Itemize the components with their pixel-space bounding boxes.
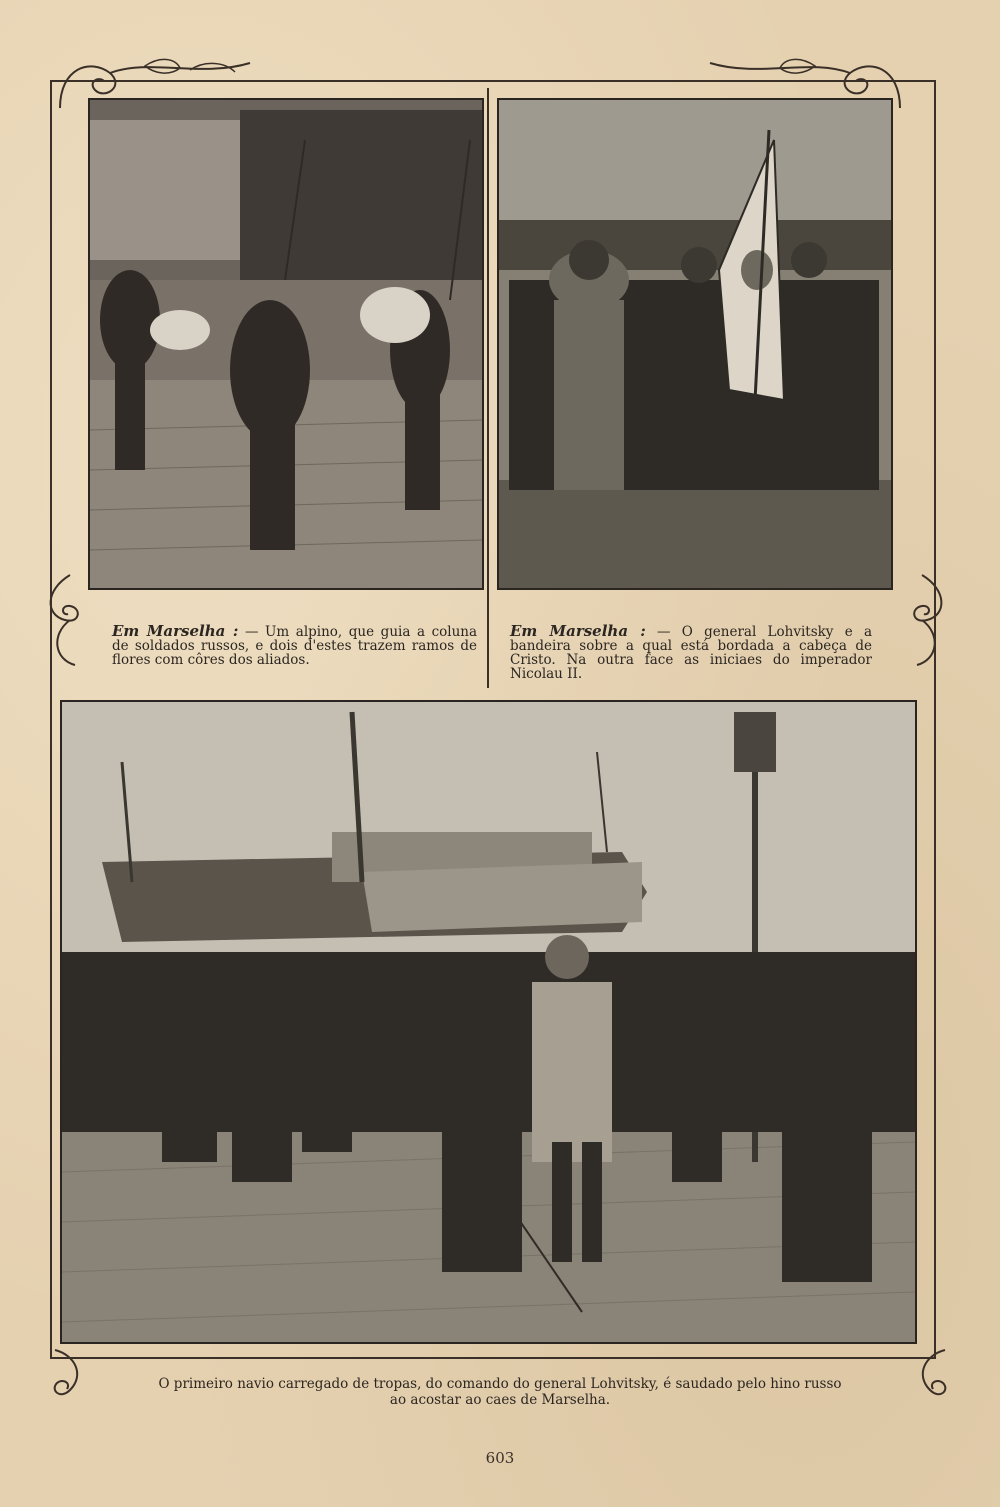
photo-general-lohvitsky-flag [497,98,893,590]
caption-bottom-photo [80,1376,920,1408]
caption-left-text: — Um alpino, que guia a coluna de soldados russos, e dois d'estes trazem ramos de flores com côres dos aliados. [112,624,478,668]
photo-troop-ship-arrival [60,700,917,1344]
caption-left-lead: Em Marselha : [112,622,239,640]
caption-bottom-line2: ao acostar ao caes de Marselha. [389,1392,611,1408]
caption-right-lead: Em Marselha : [510,622,646,640]
caption-right-photo [510,624,872,681]
page-number: 603 [485,1449,515,1467]
frame-divider [487,88,489,688]
caption-bottom-line1: O primeiro navio carregado de tropas, do comando do general Lohvitsky, é saudado pelo hino russo [158,1376,842,1392]
side-ornament-right [892,570,952,670]
caption-left-photo [112,624,477,667]
caption-right-text: — O general Lohvitsky e a bandeira sobre a qual está bordada a cabeça de Cristo. Na outra face as iniciaes do imperador Nicolau II. [510,624,872,682]
photo-russian-soldiers-marching [88,98,484,590]
